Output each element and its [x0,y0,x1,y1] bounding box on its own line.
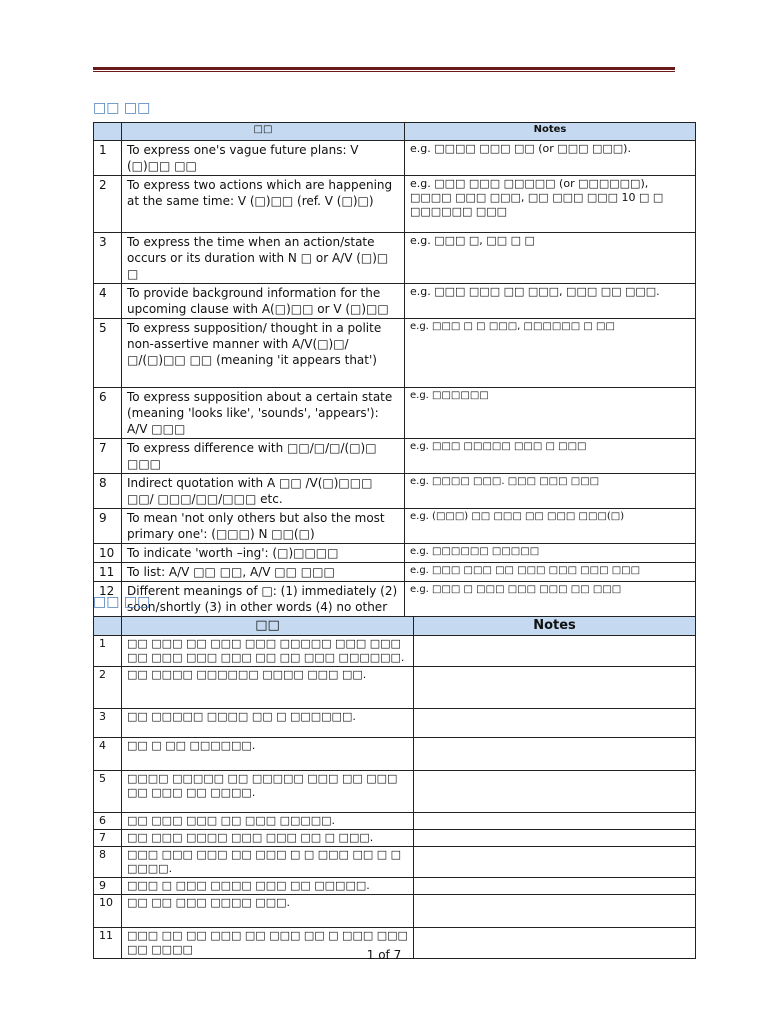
row-note: e.g. □□□ □□□ □□□□□ (or □□□□□□), □□□□ □□□ □□□, □□ □□□ □□□ 10 □ □ □□□□□□ □□□ [405,176,696,233]
row-note [414,709,696,738]
row-number: 7 [94,830,122,847]
table-row [94,544,696,563]
row-description: To express supposition about a certain state (meaning 'looks like', 'sounds', 'appears'): A/V □□□ [122,388,405,439]
row-note [414,667,696,709]
row-note: e.g. □□□ □□□ □□ □□□, □□□ □□ □□□. [405,284,696,319]
row-sentence: □□ □□□ □□□□ □□□ □□□ □□ □ □□□. [122,830,414,847]
table-row [94,738,696,771]
row-number: 9 [94,509,122,544]
table-row [94,771,696,813]
row-number: 3 [94,233,122,284]
header-cell-grammar: □□ [122,123,405,141]
header-rule-thin [93,71,675,72]
row-note: e.g. □□□□□□ □□□□□ [405,544,696,563]
row-number: 11 [94,928,122,959]
row-note [414,813,696,830]
header-cell-notes: Notes [414,617,696,636]
row-note: e.g. □□□ □□□□□ □□□ □ □□□ [405,439,696,474]
table-row [94,667,696,709]
row-note: e.g. (□□□) □□ □□□ □□ □□□ □□□(□) [405,509,696,544]
row-sentence: □□ □ □□ □□□□□□. [122,738,414,771]
row-note: e.g. □□□□ □□□ □□ (or □□□ □□□). [405,141,696,176]
row-number: 4 [94,738,122,771]
row-description: Different meanings of □: (1) immediately (2) soon/shortly (3) in other words (4) no other [122,582,405,633]
row-description: To mean 'not only others but also the most primary one': (□□□) N □□(□) [122,509,405,544]
row-sentence: □□ □□□□□ □□□□ □□ □ □□□□□□. [122,709,414,738]
table-row [94,474,696,509]
row-number: 2 [94,667,122,709]
table-row [94,895,696,928]
header-cell-num [94,123,122,141]
row-number: 8 [94,474,122,509]
table-row [94,878,696,895]
table-row [94,233,696,284]
table-row [94,709,696,738]
row-note [414,895,696,928]
row-number: 6 [94,388,122,439]
row-note [414,636,696,667]
row-number: 5 [94,771,122,813]
row-note [414,771,696,813]
row-sentence: □□ □□ □□□ □□□□ □□□. [122,895,414,928]
row-number: 3 [94,709,122,738]
section-title-sentences: □□ □□ [93,594,151,610]
row-number: 6 [94,813,122,830]
row-note: e.g. □□□ □ □ □□□, □□□□□□ □ □□ [405,319,696,388]
table-row [94,388,696,439]
row-number: 11 [94,563,122,582]
table-row [94,813,696,830]
row-description: To express the time when an action/state occurs or its duration with N □ or A/V (□)□ □ [122,233,405,284]
header-cell-sentence: □□ [122,617,414,636]
row-number: 12 [94,582,122,633]
table-row [94,636,696,667]
row-sentence: □□□ □ □□□ □□□□ □□□ □□ □□□□□. [122,878,414,895]
row-description: Indirect quotation with A □□ /V(□)□□□ □□/ □□□/□□/□□□ etc. [122,474,405,509]
table-row [94,847,696,878]
grammar-table [93,122,696,633]
row-number: 10 [94,544,122,563]
row-sentence: □□ □□□□ □□□□□□ □□□□ □□□ □□. [122,667,414,709]
row-description: To express one's vague future plans: V (□)□□ □□ [122,141,405,176]
table-row [94,284,696,319]
table-row [94,439,696,474]
row-note: e.g. □□□□□□ [405,388,696,439]
row-description: To list: A/V □□ □□, A/V □□ □□□ [122,563,405,582]
row-description: To express supposition/ thought in a polite non-assertive manner with A/V(□)□/□/(□)□□ □□ (meaning 'it appears that') [122,319,405,388]
header-cell-notes: Notes [405,123,696,141]
section-title-grammar: □□ □□ [93,100,151,116]
row-note: e.g. □□□ □□□ □□ □□□ □□□ □□□ □□□ [405,563,696,582]
row-number: 1 [94,141,122,176]
row-description: To express difference with □□/□/□/(□)□ □□□ [122,439,405,474]
row-number: 2 [94,176,122,233]
table-row [94,830,696,847]
row-note: e.g. □□□□ □□□. □□□ □□□ □□□ [405,474,696,509]
row-description: To provide background information for the upcoming clause with A(□)□□ or V (□)□□ [122,284,405,319]
table-row [94,176,696,233]
row-number: 5 [94,319,122,388]
row-note [414,830,696,847]
row-sentence: □□□□ □□□□□ □□ □□□□□ □□□ □□ □□□ □□ □□□ □□ □□□□. [122,771,414,813]
row-sentence: □□□ □□□ □□□ □□ □□□ □ □ □□□ □□ □ □ □□□□. [122,847,414,878]
row-description: To indicate 'worth –ing': (□)□□□□ [122,544,405,563]
page-number: 1 of 7 [366,948,402,962]
header-cell-num [94,617,122,636]
row-number: 7 [94,439,122,474]
row-number: 10 [94,895,122,928]
table-row [94,509,696,544]
row-sentence: □□□ □□ □□ □□□ □□ □□□ □□ □ □□□ □□□ □□ □□□□ [122,928,414,959]
row-note: e.g. □□□ □ □□□ □□□ □□□ □□ □□□ [405,582,696,633]
table-header-row [94,123,696,141]
row-number: 9 [94,878,122,895]
header-rule [93,67,675,70]
table-row [94,141,696,176]
table-header-row [94,617,696,636]
row-number: 1 [94,636,122,667]
row-note [414,878,696,895]
row-note [414,847,696,878]
table-row [94,319,696,388]
row-sentence: □□ □□□ □□□ □□ □□□ □□□□□. [122,813,414,830]
row-note [414,738,696,771]
row-sentence: □□ □□□ □□ □□□ □□□ □□□□□ □□□ □□□ □□ □□□ □□□ □□□ □□ □□ □□□ □□□□□□. [122,636,414,667]
sentences-table [93,616,696,959]
row-number: 8 [94,847,122,878]
row-note: e.g. □□□ □, □□ □ □ [405,233,696,284]
row-description: To express two actions which are happening at the same time: V (□)□□ (ref. V (□)□) [122,176,405,233]
table-row [94,563,696,582]
row-number: 4 [94,284,122,319]
